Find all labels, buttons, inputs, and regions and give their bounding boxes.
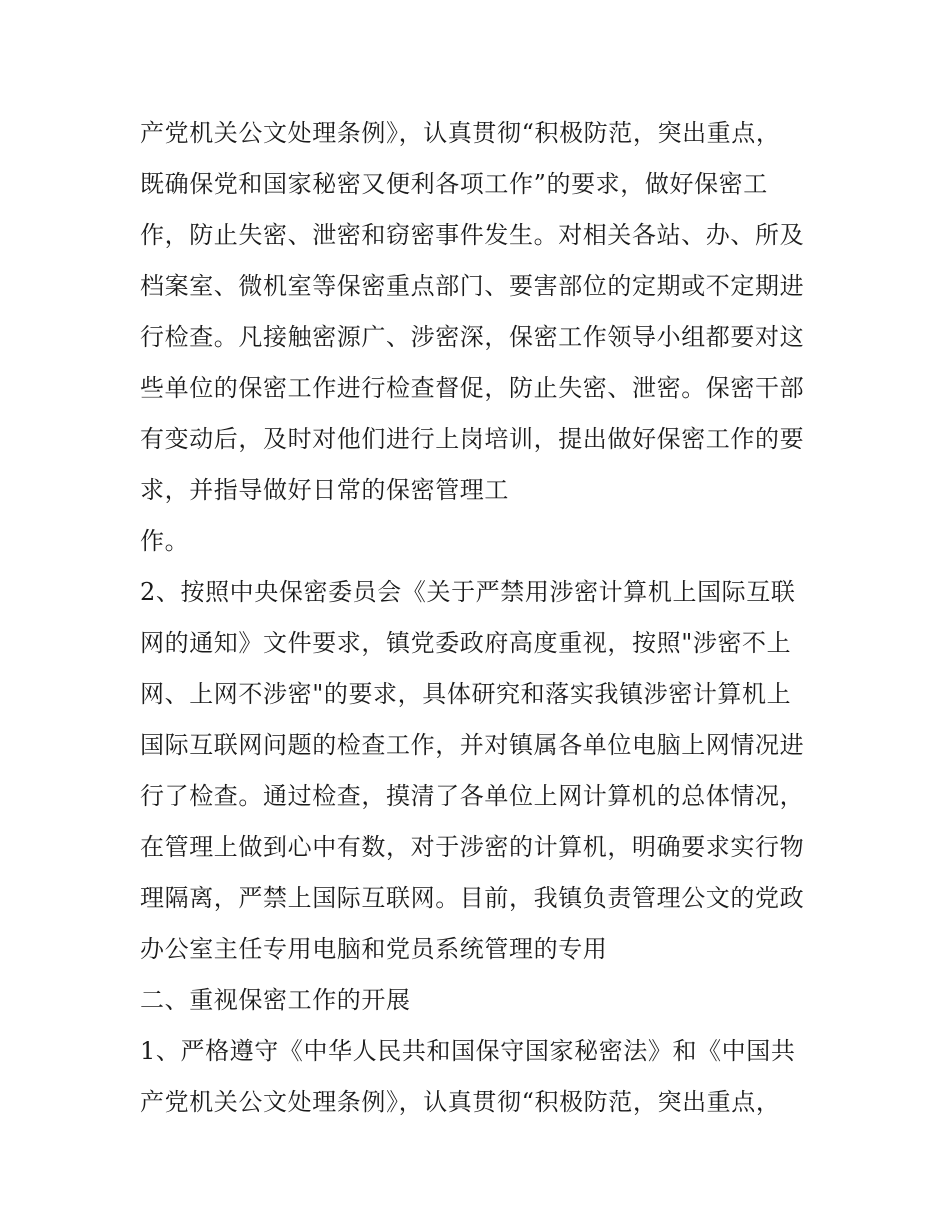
text-line: 产党机关公文处理条例》，认真贯彻“积极防范，突出重点，: [140, 119, 781, 147]
section-heading: 二、重视保密工作的开展: [140, 986, 411, 1014]
text-line: 行检查。凡接触密源广、涉密深，保密工作领导小组都要对这: [140, 323, 805, 351]
text-line: 行了检查。通过检查，摸清了各单位上网计算机的总体情况，: [140, 782, 805, 810]
text-line: 求，并指导做好日常的保密管理工: [140, 476, 509, 504]
text-line: 在管理上做到心中有数，对于涉密的计算机，明确要求实行物: [140, 833, 805, 861]
text-line: 网、上网不涉密"的要求，具体研究和落实我镇涉密计算机上: [140, 680, 792, 708]
text-line: 既确保党和国家秘密又便利各项工作”的要求，做好保密工: [140, 170, 768, 198]
text-line: 国际互联网问题的检查工作，并对镇属各单位电脑上网情况进: [140, 731, 805, 759]
text-line: 理隔离，严禁上国际互联网。目前，我镇负责管理公文的党政: [140, 884, 805, 912]
text-line: 些单位的保密工作进行检查督促，防止失密、泄密。保密干部: [140, 374, 805, 402]
text-line: 作。: [140, 527, 190, 555]
text-line: 作，防止失密、泄密和窃密事件发生。对相关各站、办、所及: [140, 221, 805, 249]
text-line: 网的通知》文件要求，镇党委政府高度重视，按照"涉密不上: [140, 629, 792, 657]
document-body: [140, 108, 830, 1128]
text-line: 产党机关公文处理条例》，认真贯彻“积极防范，突出重点，: [140, 1088, 781, 1116]
text-line: 办公室主任专用电脑和党员系统管理的专用: [140, 935, 608, 963]
text-line: 有变动后，及时对他们进行上岗培训，提出做好保密工作的要: [140, 425, 805, 453]
text-line: 档案室、微机室等保密重点部门、要害部位的定期或不定期进: [140, 272, 805, 300]
text-line: 2、按照中央保密委员会《关于严禁用涉密计算机上国际互联: [140, 578, 796, 606]
text-line: 1、严格遵守《中华人民共和国保守国家秘密法》和《中国共: [140, 1037, 796, 1065]
